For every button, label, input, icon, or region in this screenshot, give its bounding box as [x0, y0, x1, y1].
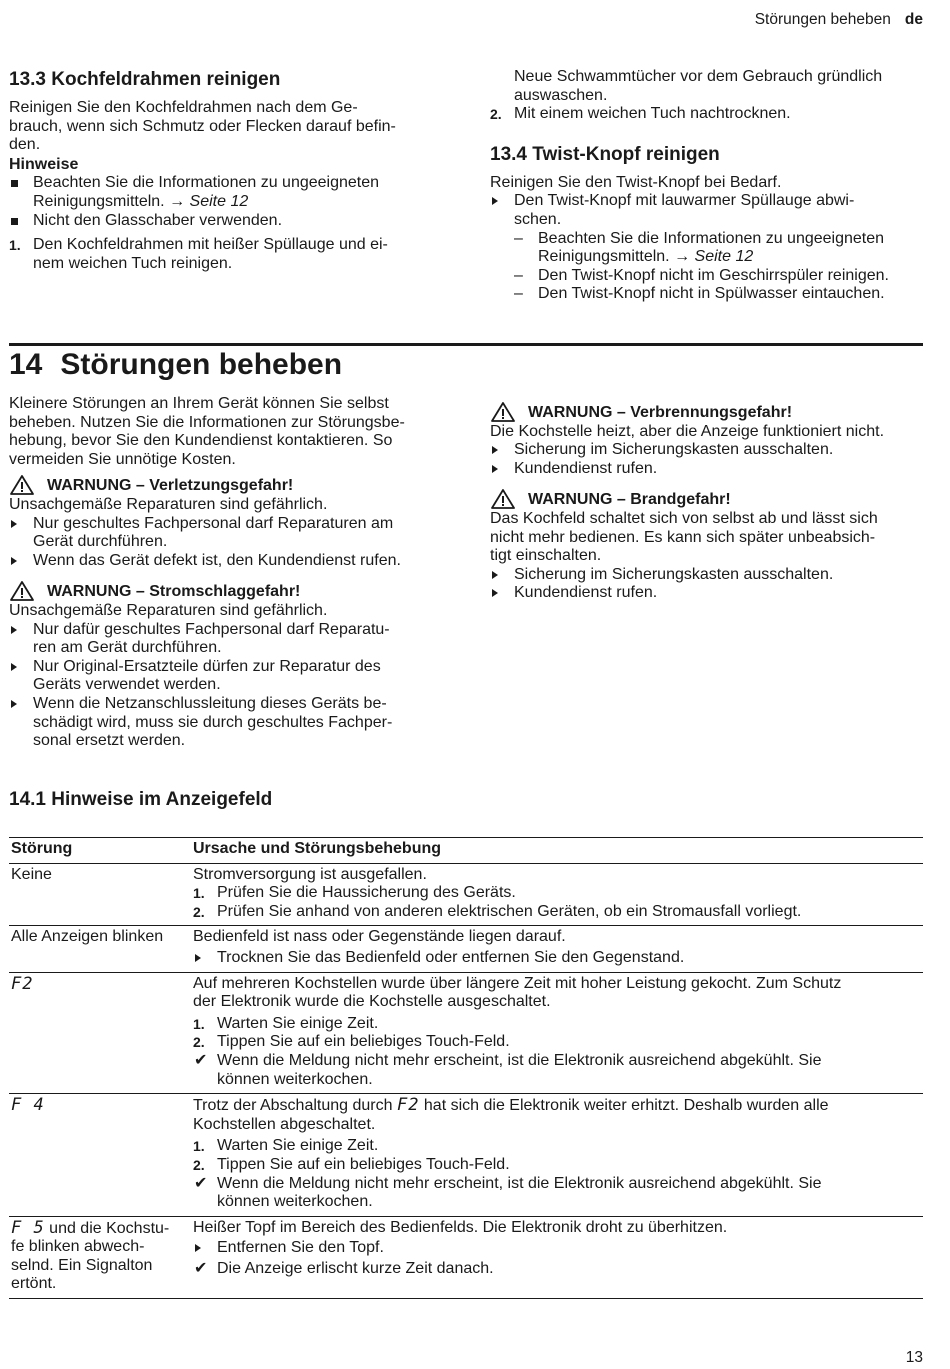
display-code: F 4 [11, 1095, 45, 1116]
check-icon: ✔ [194, 1259, 208, 1277]
table-row [9, 863, 923, 926]
chapter-number: 14 [9, 348, 43, 381]
bullet-line: Nur Original-Ersatzteile dürfen zur Reparatur des [33, 657, 381, 675]
sub-item [490, 230, 920, 267]
warning-triangle-icon [9, 580, 35, 602]
instruction-item [193, 1239, 921, 1258]
cause-cell [191, 1216, 923, 1298]
note-text: Reinigungsmitteln. [33, 192, 170, 210]
chapter-14-right [490, 397, 930, 603]
step-number: 2. [193, 1156, 205, 1173]
sub-line: Den Twist-Knopf nicht im Geschirrspüler reinigen. [538, 266, 889, 284]
sub-line: Den Twist-Knopf nicht in Spülwasser eintauchen. [538, 285, 885, 303]
step-text: Tippen Sie auf ein beliebiges Touch-Feld. [217, 1033, 510, 1051]
bullet-line: Nur dafür geschultes Fachpersonal darf Reparatu- [33, 620, 390, 638]
page-reference-link[interactable]: Seite 12 [694, 248, 754, 266]
section-13-4-title: 13.4 Twist-Knopf reinigen [490, 143, 720, 165]
result-item [193, 1175, 921, 1212]
step-text: Prüfen Sie anhand von anderen elektrischen Geräten, ob ein Stromausfall vorliegt. [217, 902, 802, 920]
triangle-bullet-icon [492, 465, 498, 473]
note-line [33, 193, 439, 212]
step-number: 2. [193, 903, 205, 920]
column-header-cause: Ursache und Störungsbehebung [193, 840, 442, 857]
table-row [9, 972, 923, 1094]
warning-bullet [490, 584, 930, 603]
sub-item [490, 267, 920, 286]
result-item [193, 1260, 921, 1279]
fault-cell: Alle Anzeigen blinken [11, 928, 164, 946]
warning-electric-shock [9, 583, 439, 602]
bullet-line: schädigt wird, muss sie durch geschultes Fachper- [33, 713, 393, 731]
square-bullet-icon [11, 180, 18, 187]
warning-bullet [490, 566, 930, 585]
step-line: nem weichen Tuch reinigen. [33, 254, 233, 272]
check-icon: ✔ [194, 1174, 208, 1192]
step-number: 1. [9, 237, 21, 254]
step-text: Tippen Sie auf ein beliebiges Touch-Feld. [217, 1155, 510, 1173]
step-number: 2. [490, 106, 502, 123]
step-item [9, 236, 439, 273]
page-reference-link[interactable]: Seite 12 [189, 192, 249, 210]
step-text: Warten Sie einige Zeit. [217, 1014, 379, 1032]
intro-line: beheben. Nutzen Sie die Informationen zur Störungsbe- [9, 413, 405, 431]
bullet-line: sonal ersetzt werden. [33, 732, 186, 750]
triangle-bullet-icon [195, 954, 201, 962]
warning-title: WARNUNG – Stromschlaggefahr! [47, 583, 301, 601]
warning-text: Unsachgemäße Reparaturen sind gefährlich. [9, 601, 328, 619]
warning-triangle-icon [490, 401, 516, 423]
result-text: Wenn die Meldung nicht mehr erscheint, ist die Elektronik ausreichend abgekühlt. Sie [217, 1174, 822, 1192]
header-section: Störungen beheben [754, 11, 891, 28]
dash-bullet-icon: – [514, 229, 523, 247]
step-item [193, 1015, 921, 1034]
cause-cell [191, 926, 923, 972]
bullet-line: Sicherung im Sicherungskasten ausschalten. [514, 441, 834, 459]
dash-bullet-icon: – [514, 285, 523, 303]
dash-bullet-icon: – [514, 266, 523, 284]
cause-text: Heißer Topf im Bereich des Bedienfelds. Die Elektronik droht zu überhitzen. [193, 1218, 728, 1236]
bullet-line: Sicherung im Sicherungskasten ausschalten. [514, 565, 834, 583]
step-line: Neue Schwammtücher vor dem Gebrauch gründlich [514, 68, 883, 85]
section-13-3-intro [9, 99, 439, 155]
cause-fragment: hat sich die Elektronik weiter erhitzt. Deshalb wurden alle [419, 1097, 829, 1115]
warning-fire [490, 491, 930, 510]
fault-text: und die Kochstu- [44, 1219, 170, 1237]
result-text: können weiterkochen. [217, 1193, 373, 1211]
instruction-item [490, 192, 920, 229]
header-language: de [904, 11, 923, 28]
fault-cell [9, 1094, 191, 1217]
step-line: Mit einem weichen Tuch nachtrocknen. [514, 105, 791, 123]
fault-line: ertönt. [11, 1275, 57, 1293]
display-code: F2 [11, 973, 34, 994]
display-code: F2 [396, 1095, 420, 1116]
fault-table [9, 837, 923, 1299]
sub-text: Reinigungsmitteln. [538, 248, 675, 266]
step-item [193, 1033, 921, 1052]
chapter-14-title [9, 347, 342, 383]
result-text: Wenn die Meldung nicht mehr erscheint, ist die Elektronik ausreichend abgekühlt. Sie [217, 1051, 822, 1069]
intro-line: hebung, bevor Sie den Kundendienst kontaktieren. So [9, 432, 393, 450]
column-header-fault: Störung [11, 840, 73, 857]
section-13-3 [9, 68, 439, 273]
instruction-text: Trocknen Sie das Bedienfeld oder entfernen Sie den Gegenstand. [217, 948, 685, 966]
triangle-bullet-icon [11, 557, 17, 565]
warning-text: Das Kochfeld schaltet sich von selbst ab und lässt sich [490, 509, 878, 527]
step-line: Den Kochfeldrahmen mit heißer Spüllauge und ei- [33, 236, 388, 254]
triangle-bullet-icon [492, 197, 498, 205]
result-text: können weiterkochen. [217, 1070, 373, 1088]
cause-text: Auf mehreren Kochstellen wurde über längere Zeit mit hoher Leistung gekocht. Zum Schutz [193, 974, 842, 992]
intro-line: den. [9, 136, 41, 154]
chapter-title-text: Störungen beheben [60, 348, 343, 381]
warning-title: WARNUNG – Verbrennungsgefahr! [528, 404, 793, 421]
warning-bullet [9, 695, 439, 751]
intro-line: vermeiden Sie unnötige Kosten. [9, 450, 236, 468]
section-13-3-title: 13.3 Kochfeldrahmen reinigen [9, 69, 281, 90]
fault-cell [9, 972, 191, 1094]
arrow-right-icon: → [674, 248, 691, 266]
table-row [9, 1216, 923, 1298]
note-line: Beachten Sie die Informationen zu ungeeigneten [33, 174, 380, 192]
check-icon: ✔ [194, 1051, 208, 1069]
warning-title: WARNUNG – Brandgefahr! [528, 491, 731, 509]
table-row [9, 1094, 923, 1217]
bullet-line: Wenn die Netzanschlussleitung dieses Geräts be- [33, 694, 387, 712]
step-item [193, 884, 921, 903]
section-13-3-continued [490, 68, 920, 304]
step-item [490, 105, 920, 124]
triangle-bullet-icon [492, 571, 498, 579]
step-number: 1. [193, 885, 205, 902]
fault-cell: Keine [11, 865, 52, 883]
sub-item [490, 285, 920, 304]
warning-triangle-icon [490, 488, 516, 510]
chapter-14-intro [9, 395, 439, 469]
fault-cell [9, 1216, 191, 1298]
note-item [9, 212, 439, 231]
instruction-line: Den Twist-Knopf mit lauwarmer Spüllauge abwi- [514, 192, 855, 210]
bullet-line: Wenn das Gerät defekt ist, den Kundendienst rufen. [33, 551, 401, 569]
intro-line: Reinigen Sie den Kochfeldrahmen nach dem Ge- [9, 99, 358, 116]
square-bullet-icon [11, 218, 18, 225]
instruction-item [193, 949, 921, 968]
cause-text: Kochstellen abgeschaltet. [193, 1115, 376, 1133]
triangle-bullet-icon [11, 663, 17, 671]
cause-text [193, 1096, 921, 1116]
step-number: 1. [193, 1138, 205, 1155]
fault-line: selnd. Ein Signalton [11, 1256, 153, 1274]
table-header-row [9, 838, 923, 864]
triangle-bullet-icon [195, 1244, 201, 1252]
warning-title: WARNUNG – Verletzungsgefahr! [47, 477, 294, 495]
intro-line: brauch, wenn sich Schmutz oder Flecken darauf befin- [9, 117, 396, 135]
chapter-14-left [9, 395, 439, 751]
running-header [755, 11, 923, 30]
note-item [9, 174, 439, 211]
bullet-line: Kundendienst rufen. [514, 584, 658, 602]
step-item [193, 903, 921, 922]
triangle-bullet-icon [492, 446, 498, 454]
section-13-4-intro: Reinigen Sie den Twist-Knopf bei Bedarf. [490, 173, 782, 191]
fault-line: fe blinken abwech- [11, 1238, 145, 1256]
warning-text: nicht mehr bedienen. Es kann sich später unbeabsich- [490, 528, 876, 546]
step-line: auswaschen. [514, 86, 608, 104]
bullet-line: Kundendienst rufen. [514, 459, 658, 477]
chapter-rule [9, 343, 923, 346]
display-code: F 5 [11, 1217, 45, 1238]
warning-bullet [490, 460, 930, 479]
warning-text: tigt einschalten. [490, 547, 602, 565]
result-item [193, 1052, 921, 1089]
triangle-bullet-icon [11, 520, 17, 528]
cause-cell [191, 1094, 923, 1217]
cause-text: der Elektronik wurde die Kochstelle ausgeschaltet. [193, 993, 551, 1011]
warning-bullet [9, 552, 439, 571]
arrow-right-icon: → [169, 192, 186, 210]
bullet-line: ren am Gerät durchführen. [33, 639, 222, 657]
sub-line [538, 248, 920, 267]
note-line: Nicht den Glasschaber verwenden. [33, 211, 283, 229]
warning-bullet [9, 621, 439, 658]
warning-text: Unsachgemäße Reparaturen sind gefährlich. [9, 495, 328, 513]
sub-line: Beachten Sie die Informationen zu ungeeigneten [538, 229, 885, 247]
triangle-bullet-icon [492, 589, 498, 597]
instruction-line: schen. [514, 210, 562, 228]
step-text: Warten Sie einige Zeit. [217, 1137, 379, 1155]
warning-triangle-icon [9, 474, 35, 496]
cause-cell [191, 863, 923, 926]
triangle-bullet-icon [11, 700, 17, 708]
step-item [193, 1137, 921, 1156]
bullet-line: Gerät durchführen. [33, 533, 168, 551]
step-text: Prüfen Sie die Haussicherung des Geräts. [217, 884, 516, 902]
warning-burn [490, 404, 930, 423]
result-text: Die Anzeige erlischt kurze Zeit danach. [217, 1259, 494, 1277]
cause-cell [191, 972, 923, 1094]
cause-text: Stromversorgung ist ausgefallen. [193, 865, 427, 883]
warning-bullet [9, 515, 439, 552]
cause-text: Bedienfeld ist nass oder Gegenstände liegen darauf. [193, 928, 566, 946]
warning-bullet [490, 441, 930, 460]
warning-injury [9, 477, 439, 496]
step-item [193, 1156, 921, 1175]
table-row [9, 926, 923, 972]
intro-line: Kleinere Störungen an Ihrem Gerät können Sie selbst [9, 395, 389, 412]
cause-fragment: Trotz der Abschaltung durch [193, 1097, 397, 1115]
bullet-line: Nur geschultes Fachpersonal darf Reparaturen am [33, 514, 394, 532]
instruction-text: Entfernen Sie den Topf. [217, 1239, 384, 1257]
bullet-line: Geräts verwendet werden. [33, 676, 221, 694]
step-number: 1. [193, 1015, 205, 1032]
section-14-1-title: 14.1 Hinweise im Anzeigefeld [9, 789, 273, 810]
triangle-bullet-icon [11, 626, 17, 634]
page-number: 13 [905, 1349, 923, 1366]
fault-line [11, 1219, 189, 1239]
warning-text: Die Kochstelle heizt, aber die Anzeige funktioniert nicht. [490, 422, 885, 440]
notes-label: Hinweise [9, 155, 79, 173]
step-number: 2. [193, 1034, 205, 1051]
step-continuation [490, 68, 920, 105]
warning-bullet [9, 658, 439, 695]
